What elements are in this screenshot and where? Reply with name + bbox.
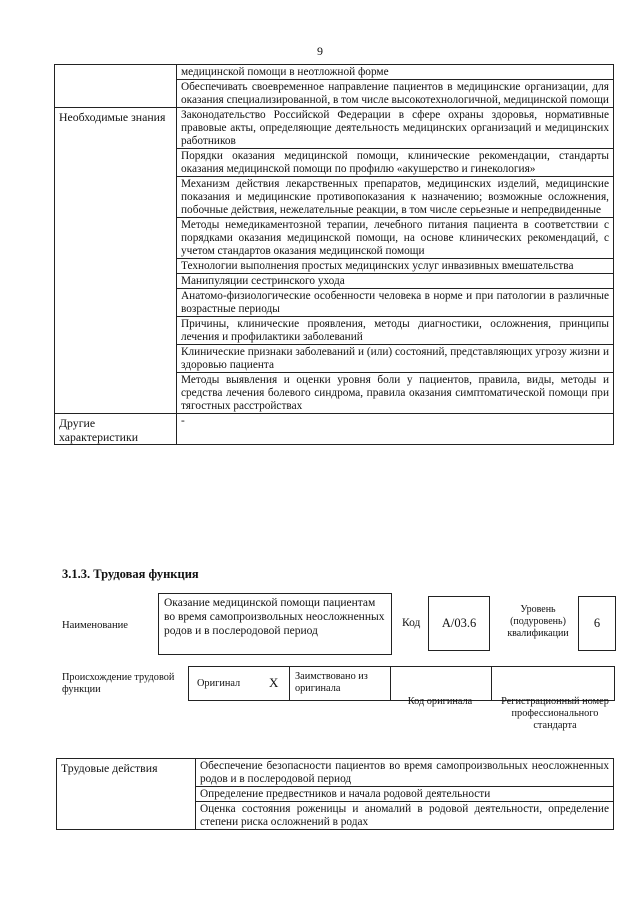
level-value: 6 — [578, 596, 616, 651]
table-row — [55, 108, 614, 149]
table-cell: Методы выявления и оценки уровня боли у пациентов, правила, виды, методы и средства лечения болевого синдрома, правила оказания симптоматической помощи при тягостных расстройствах — [177, 373, 614, 414]
table-cell: Определение предвестников и начала родовой деятельности — [196, 787, 614, 802]
table-cell: Клинические признаки заболеваний и (или) состояний, представляющих угрозу жизни и здоровью пациента — [177, 345, 614, 373]
table-cell: Методы немедикаментозной терапии, лечебного питания пациента в соответствии с порядками оказания медицинской помощи, на основе клинических рекомендаций, с учетом стандартов оказания медицинской помощи — [177, 218, 614, 259]
original-label: Оригинал — [197, 678, 241, 689]
knowledge-table — [54, 64, 614, 445]
table-cell: Обеспечение безопасности пациентов во время самопроизвольных неосложненных родов и в послеродовой период — [196, 759, 614, 787]
table-cell: Оценка состояния роженицы и аномалий в родовой деятельности, определение степени риска осложнений в родах — [196, 802, 614, 830]
row-label-other: Другие характеристики — [55, 414, 177, 445]
table-cell: - — [177, 414, 614, 445]
borrowed-cell — [289, 666, 391, 701]
table-cell: Технологии выполнения простых медицинских услуг инвазивных вмешательства — [177, 259, 614, 274]
original-mark: X — [269, 675, 279, 690]
row-label — [55, 65, 177, 108]
level-label: Уровень (подуровень) квалификации — [507, 604, 569, 639]
code-label: Код — [402, 617, 421, 629]
page-number: 9 — [317, 44, 323, 58]
table-cell: Порядки оказания медицинской помощи, клинические рекомендации, стандарты оказания медицинской помощи по профилю «акушерство и гинекология» — [177, 149, 614, 177]
reg-number-label: Регистрационный номер профессионального стандарта — [501, 696, 609, 731]
table-cell: Манипуляции сестринского ухода — [177, 274, 614, 289]
name-value: Оказание медицинской помощи пациентам во время самопроизвольных неосложненных родов и в послеродовой период — [164, 597, 385, 637]
table-cell: Причины, клинические проявления, методы диагностики, осложнения, принципы лечения и профилактики заболеваний — [177, 317, 614, 345]
table-cell: Анатомо-физиологические особенности человека в норме и при патологии в различные возрастные периоды — [177, 289, 614, 317]
table-row — [57, 759, 614, 787]
name-label: Наименование — [62, 620, 128, 631]
original-cell — [188, 666, 290, 701]
table-row — [55, 414, 614, 445]
origin-label: Происхождение трудовой функции — [62, 672, 175, 695]
name-value-box — [158, 593, 392, 655]
labor-actions-label: Трудовые действия — [57, 759, 196, 830]
section-heading: 3.1.3. Трудовая функция — [62, 567, 199, 581]
table-cell: Законодательство Российской Федерации в сфере охраны здоровья, нормативные правовые акты, определяющие деятельность медицинских организаций и медицинских работников — [177, 108, 614, 149]
table-row — [55, 65, 614, 80]
row-label-knowledge: Необходимые знания — [55, 108, 177, 414]
labor-actions-table — [56, 758, 614, 830]
code-value: A/03.6 — [428, 596, 490, 651]
code-original-label: Код оригинала — [407, 696, 473, 707]
table-cell: Механизм действия лекарственных препаратов, медицинских изделий, медицинские показания и медицинские противопоказания к назначению; возможные осложнения, побочные действия, нежелательные реакции, в том числе серьезные и непредвиденные — [177, 177, 614, 218]
table-cell: медицинской помощи в неотложной форме — [177, 65, 614, 80]
table-cell: Обеспечивать своевременное направление пациентов в медицинские организации, для оказания специализированной, в том числе высокотехнологичной, медицинской помощи — [177, 80, 614, 108]
borrowed-label: Заимствовано из оригинала — [295, 671, 368, 694]
